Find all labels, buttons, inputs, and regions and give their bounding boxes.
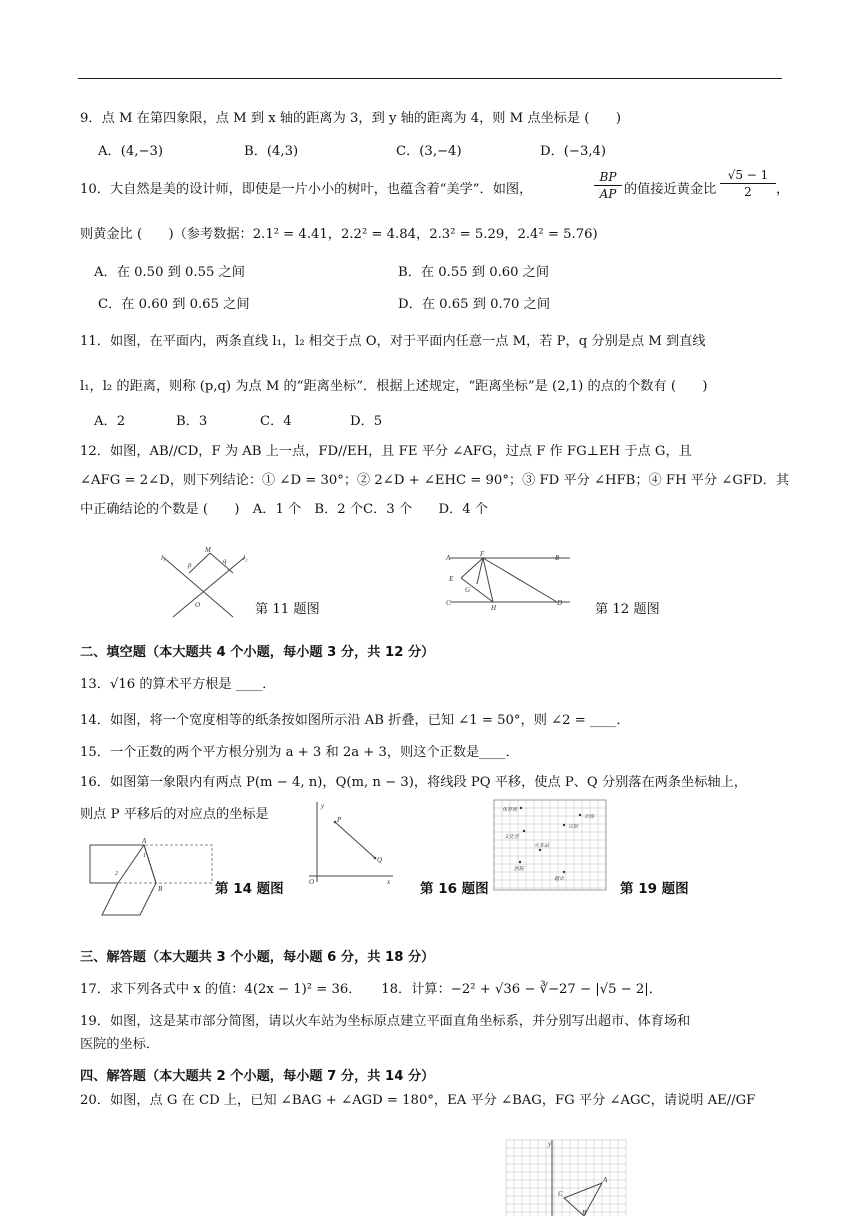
q10-frac2-num: √5 − 1 <box>727 168 769 182</box>
fig11-label-l1: l₁ <box>161 554 166 562</box>
figure-19 <box>494 800 606 890</box>
q10-frac1-num: BP <box>599 170 617 184</box>
fig12-label-h: H <box>491 604 497 612</box>
fig19-label-cultural-palace: 文化宫 <box>504 835 520 840</box>
q10-option-c: C．在 0.60 到 0.65 之间 <box>98 297 250 312</box>
q11-option-b: B．3 <box>176 414 208 429</box>
q10-stem-c: ， <box>776 182 790 197</box>
header-rule <box>78 78 782 79</box>
fig19-label-market: 市场 <box>584 815 595 820</box>
q10-line2: 则黄金比 ( )（参考数据：2.1² = 4.41，2.2² = 4.84，2.3² = 5.29，2.4² = 5.76) <box>80 227 598 242</box>
fig11-label-m: M <box>205 546 211 554</box>
fig14-label-2: 2 <box>115 871 118 877</box>
fig20-label-y: y <box>548 1140 552 1148</box>
q14-text: 14．如图，将一个宽度相等的纸条按如图所示沿 AB 折叠，已知 ∠1 = 50°，则 ∠2 = ____． <box>80 713 630 728</box>
fig11-label-p: p <box>188 561 192 569</box>
fig12-label-d: D <box>557 599 563 607</box>
fig16-label-q: Q <box>377 856 383 864</box>
q19-line2: 医院的坐标． <box>80 1037 160 1052</box>
figure-11 <box>155 545 248 620</box>
q20-text: 20．如图，点 G 在 CD 上，已知 ∠BAG + ∠AGD = 180°，EA 平分 ∠BAG，FG 平分 ∠AGC，请说明 AE//GF <box>80 1093 756 1108</box>
q19-line1: 19．如图，这是某市部分简图，请以火车站为坐标原点建立平面直角坐标系，并分别写出超市、体育场和 <box>80 1014 691 1029</box>
fig19-label-hotel: 宾馆 <box>568 825 579 830</box>
q10-fraction-golden <box>720 168 776 199</box>
q11-line2: l₁，l₂ 的距离，则称 (p,q) 为点 M 的“距离坐标”．根据上述规定，“距离坐标”是 (2,1) 的点的个数有 ( ) <box>80 379 708 394</box>
section-2-heading: 二、填空题（本大题共 4 个小题，每小题 3 分，共 12 分） <box>80 645 435 660</box>
figure-12 <box>445 550 575 610</box>
q10-stem-a: 10．大自然是美的设计师，即使是一片小小的树叶，也蕴含着“美学”．如图， <box>80 182 533 197</box>
fig14-label-b: B <box>158 885 163 893</box>
q12-line3: 中正确结论的个数是 ( ) A．1 个 B．2 个C．3 个 D．4 个 <box>80 502 488 517</box>
q13-text: 13．√16 的算术平方根是 ____． <box>80 677 276 692</box>
q9-option-d: D．(−3,4) <box>540 144 607 159</box>
q12-line1: 12．如图，AB//CD，F 为 AB 上一点，FD//EH，且 FE 平分 ∠AFG，过点 F 作 FG⊥EH 于点 G，且 <box>80 444 692 459</box>
fig19-label-supermarket: 超市 <box>554 877 565 882</box>
fig16-label-p: P <box>337 816 342 824</box>
section-3-heading: 三、解答题（本大题共 3 个小题，每小题 6 分，共 18 分） <box>80 950 435 965</box>
q11-option-c: C．4 <box>260 414 292 429</box>
fig20-label-b: B <box>582 1209 587 1216</box>
q9-option-a: A．(4,−3) <box>98 144 164 159</box>
fig12-label-g: G <box>465 586 471 594</box>
q16-line2: 则点 P 平移后的对应点的坐标是 <box>80 807 269 822</box>
q10-stem-b: 的值接近黄金比 <box>624 182 717 197</box>
fig12-caption: 第 12 题图 <box>595 602 660 617</box>
fig19-caption: 第 19 题图 <box>620 881 689 897</box>
fig12-label-c: C <box>446 599 451 607</box>
figure-20 <box>506 1140 626 1216</box>
fig20-label-a: A <box>603 1176 608 1184</box>
figure-14 <box>88 835 212 917</box>
q12-line2: ∠AFG = 2∠D，则下列结论：① ∠D = 30°；② 2∠D + ∠EHC = 90°；③ FD 平分 ∠HFB；④ FH 平分 ∠GFD．其 <box>80 473 790 488</box>
fig12-label-e: E <box>449 575 454 583</box>
fig14-caption: 第 14 题图 <box>215 881 284 897</box>
fig11-label-l2: l₂ <box>243 554 248 562</box>
fig19-label-hospital: 医院 <box>514 867 525 872</box>
fig14-label-a: A <box>142 837 147 845</box>
fig16-caption: 第 16 题图 <box>420 881 489 897</box>
q9-option-c: C．(3,−4) <box>396 144 462 159</box>
q10-option-b: B．在 0.55 到 0.60 之间 <box>398 265 550 280</box>
fig12-label-a: A <box>446 554 451 562</box>
fig11-label-o: O <box>195 601 201 609</box>
fig12-label-b: B <box>555 554 560 562</box>
figure-16 <box>305 800 395 885</box>
q10-option-a: A．在 0.50 到 0.55 之间 <box>94 265 245 280</box>
fig20-label-c: C <box>558 1190 563 1198</box>
fig11-label-q: q <box>223 557 227 565</box>
q11-option-d: D．5 <box>350 414 383 429</box>
fig16-label-x: x <box>387 878 391 886</box>
q15-text: 15．一个正数的两个平方根分别为 a + 3 和 2a + 3，则这个正数是____． <box>80 745 519 760</box>
fig16-label-y: y <box>321 802 325 810</box>
q17-18-text: 17．求下列各式中 x 的值：4(2x − 1)² = 36． 18．计算：−2² + √36 − ∛−27 − |√5 − 2|． <box>80 982 662 997</box>
q9-stem: 9．点 M 在第四象限，点 M 到 x 轴的距离为 3，到 y 轴的距离为 4，则 M 点坐标是 ( ) <box>80 111 621 126</box>
q16-line1: 16．如图第一象限内有两点 P(m − 4, n)，Q(m, n − 3)，将线段 PQ 平移，使点 P、Q 分别落在两条坐标轴上， <box>80 775 747 790</box>
q10-option-d: D．在 0.65 到 0.70 之间 <box>398 297 551 312</box>
fig16-label-o: O <box>309 878 315 886</box>
fig19-label-stadium: 体育场 <box>502 808 518 813</box>
section-4-heading: 四、解答题（本大题共 2 个小题，每小题 7 分，共 14 分） <box>80 1069 435 1084</box>
q11-line1: 11．如图，在平面内，两条直线 l₁，l₂ 相交于点 O，对于平面内任意一点 M，若 P，q 分别是点 M 到直线 <box>80 334 706 349</box>
fig11-caption: 第 11 题图 <box>255 602 320 617</box>
fig14-label-1: 1 <box>143 853 146 859</box>
q10-frac2-den: 2 <box>744 185 752 199</box>
q10-frac1-den: AP <box>599 187 617 201</box>
q10-fraction-bp-ap <box>594 170 622 201</box>
fig19-label-train-station: 火车站 <box>534 844 550 849</box>
q9-option-b: B．(4,3) <box>244 144 299 159</box>
fig12-label-f: F <box>480 550 485 558</box>
q11-option-a: A．2 <box>94 414 126 429</box>
